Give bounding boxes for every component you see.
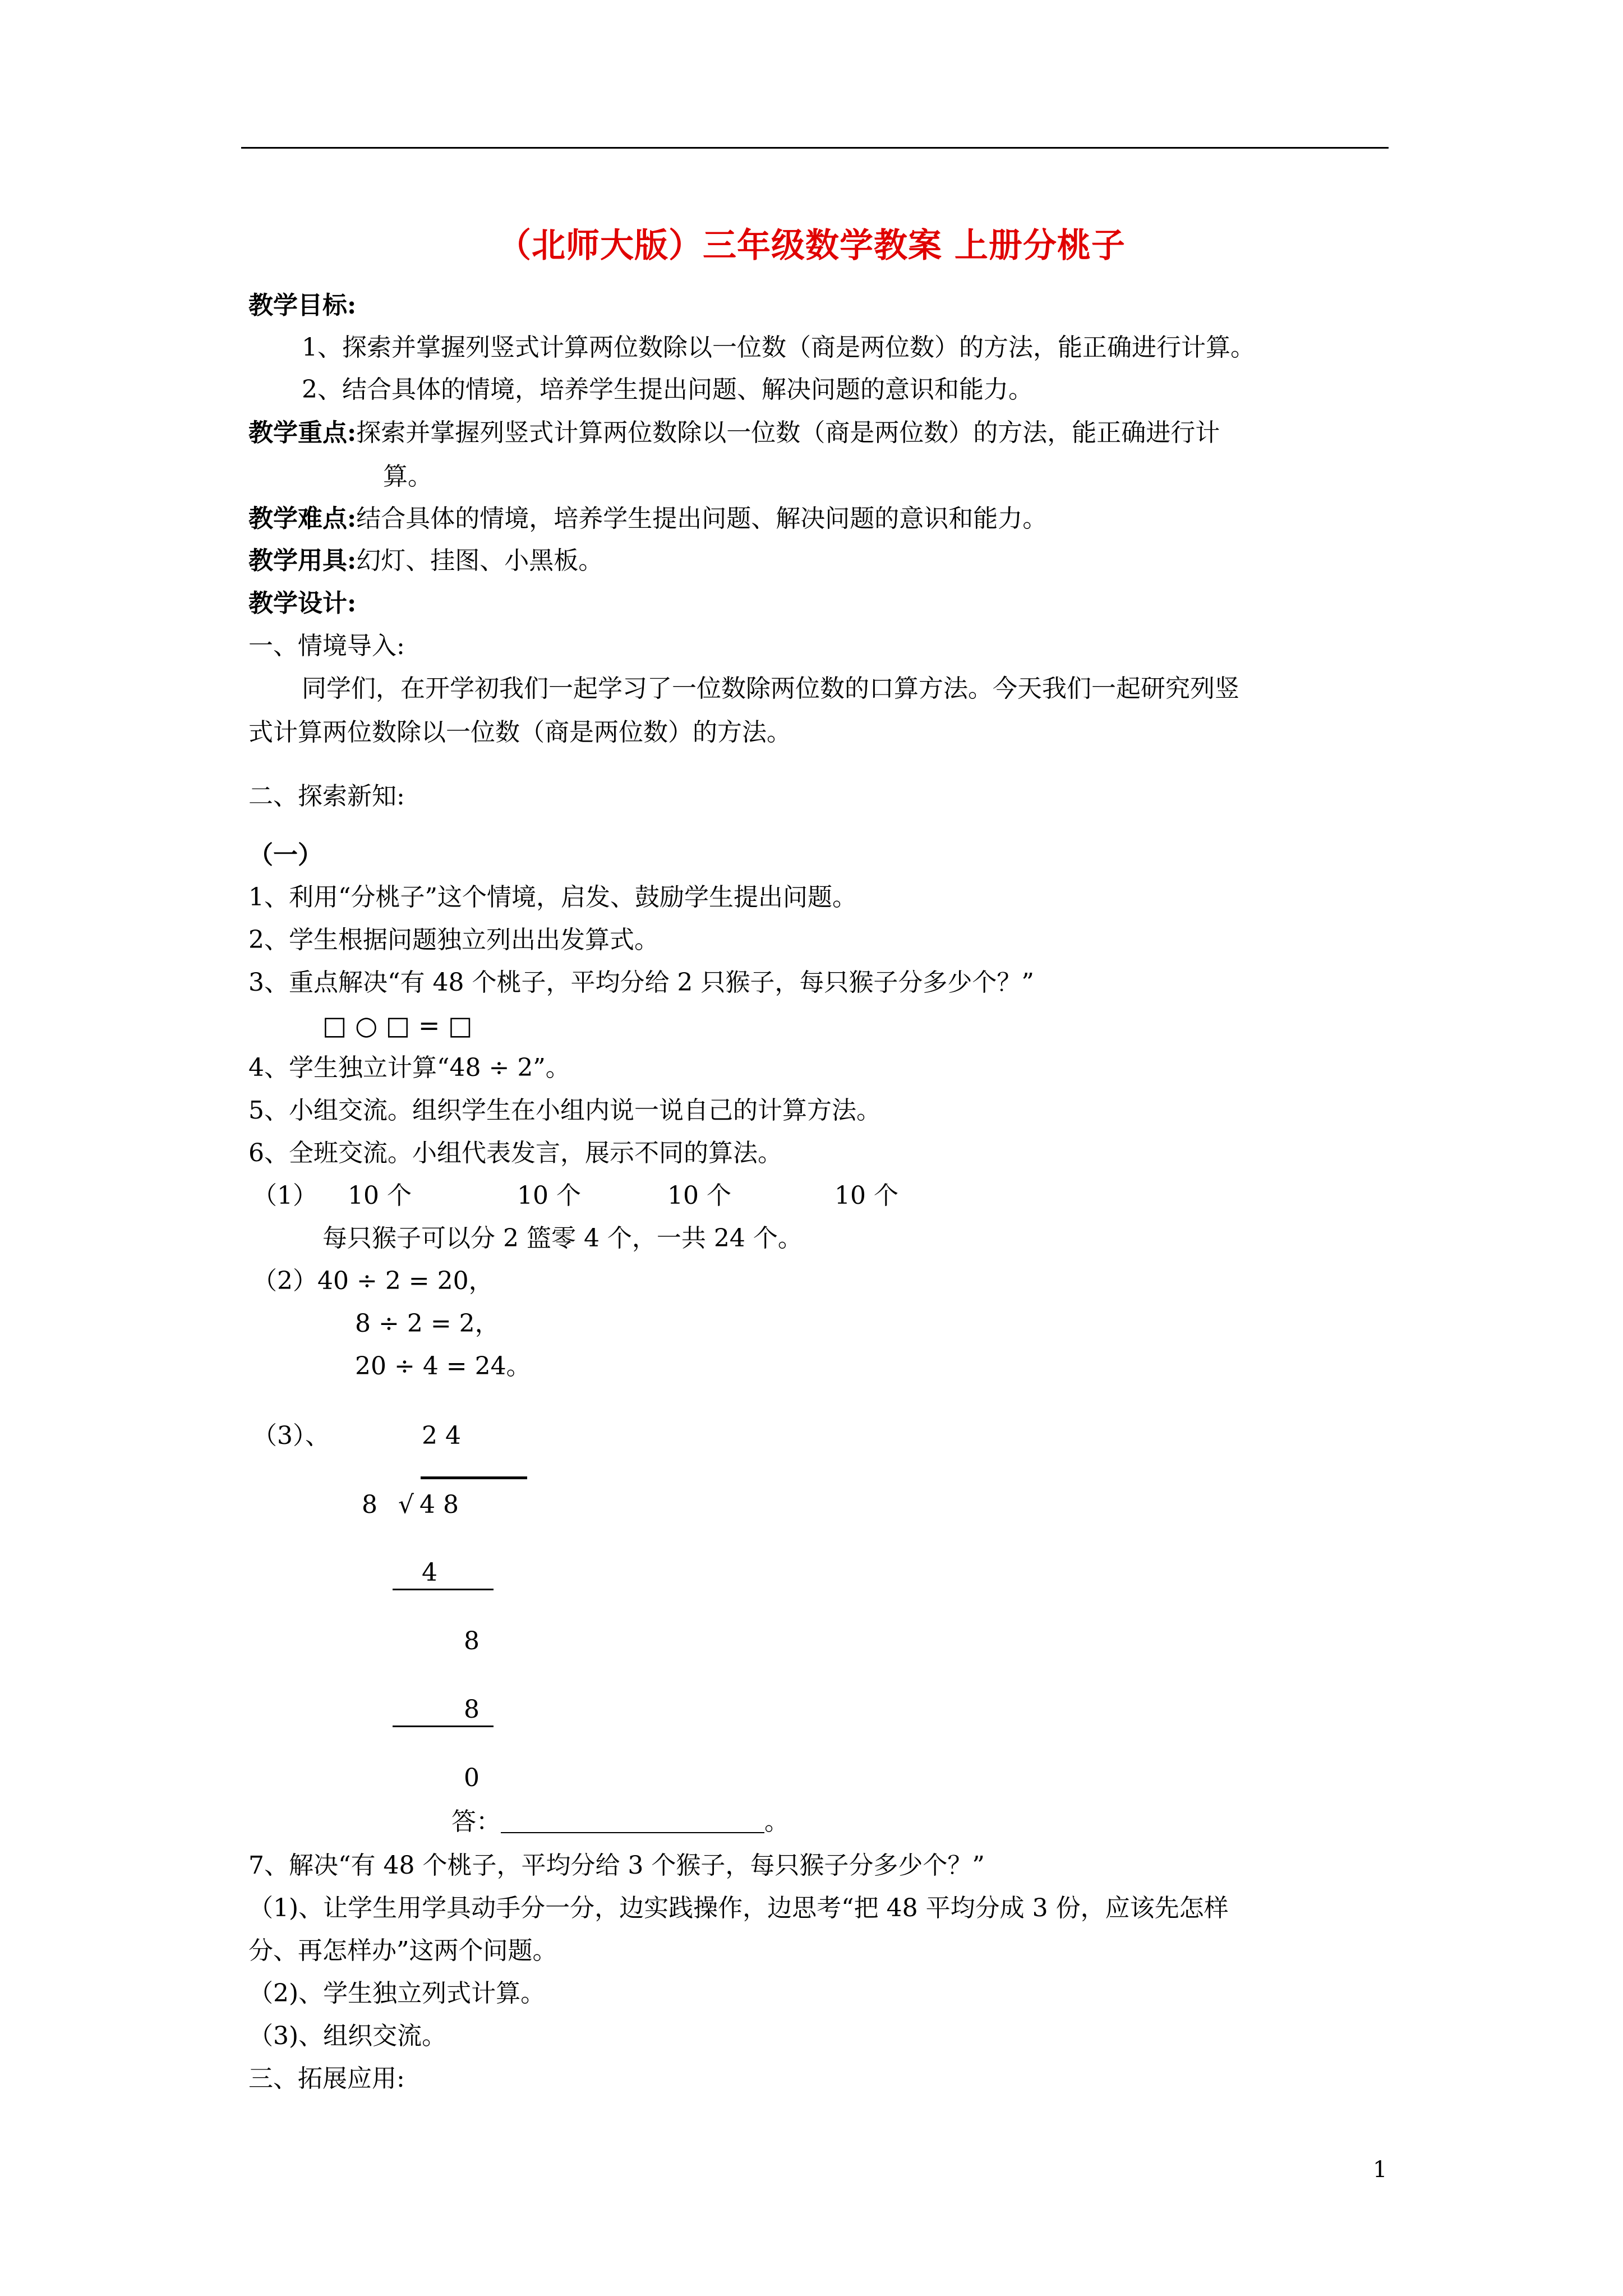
- long-division-bar: [421, 1476, 527, 1479]
- long-division-subtract-2: 8: [464, 1695, 479, 1724]
- step-5: 5、小组交流。组织学生在小组内说一说自己的计算方法。: [248, 1096, 881, 1125]
- design-label: 教学设计:: [248, 589, 357, 618]
- long-division-dividend: 4 8: [419, 1490, 459, 1519]
- long-division-subtract-1: 4: [422, 1558, 437, 1587]
- document-title: （北师大版）三年级数学教案 上册分桃子: [497, 226, 1126, 265]
- long-division-remainder-1: 8: [464, 1627, 479, 1655]
- step-7-sub-2: （2)、学生独立列式计算。: [248, 1979, 546, 2008]
- box-equation: □ ○ □ = □: [322, 1010, 473, 1041]
- tools-text: 幻灯、挂图、小黑板。: [356, 546, 603, 575]
- method-1-group-1: 10 个: [348, 1181, 412, 1210]
- long-division-sign: √: [398, 1490, 414, 1519]
- tools-label: 教学用具:: [248, 546, 357, 575]
- tools-line: [248, 545, 603, 577]
- step-7-sub-3: （3)、组织交流。: [248, 2022, 447, 2050]
- focus-label: 教学重点:: [248, 418, 357, 447]
- step-2: 2、学生根据问题独立列出出发算式。: [248, 926, 659, 954]
- step-7: 7、解决“有 48 个桃子，平均分给 3 个猴子，每只猴子分多少个？”: [248, 1851, 985, 1880]
- intro-paragraph-line-2: 式计算两位数除以一位数（商是两位数）的方法。: [248, 718, 791, 747]
- long-division-underline-2: [393, 1726, 494, 1727]
- method-2-line-3: 20 ÷ 4 = 24。: [355, 1352, 531, 1381]
- long-division-quotient: 2 4: [422, 1421, 461, 1450]
- focus-text: 探索并掌握列竖式计算两位数除以一位数（商是两位数）的方法，能正确进行计: [356, 418, 1220, 447]
- goal-1: 1、探索并掌握列竖式计算两位数除以一位数（商是两位数）的方法，能正确进行计算。: [302, 333, 1255, 362]
- method-2-line-1: （2）40 ÷ 2 = 20，: [252, 1267, 494, 1295]
- method-1-group-3: 10 个: [667, 1181, 731, 1210]
- intro-paragraph-line-1: 同学们，在开学初我们一起学习了一位数除两位数的口算方法。今天我们一起研究列竖: [302, 674, 1239, 703]
- section-1-heading: 一、情境导入:: [248, 632, 405, 660]
- part-1-label: （一）: [248, 841, 322, 869]
- page-number: 1: [1373, 2157, 1387, 2183]
- focus-line: [248, 417, 1220, 449]
- step-7-sub-1-line-1: （1)、让学生用学具动手分一分，边实践操作，边思考“把 48 平均分成 3 份，应该先怎样: [248, 1894, 1229, 1922]
- method-1-group-4: 10 个: [834, 1181, 898, 1210]
- answer-label: 答：: [451, 1807, 501, 1836]
- method-3-label: （3）、: [252, 1421, 330, 1450]
- section-3-heading: 三、拓展应用:: [248, 2064, 405, 2093]
- header-rule: [241, 147, 1389, 149]
- answer-blank: [501, 1810, 764, 1833]
- goals-label: 教学目标:: [248, 291, 357, 320]
- goal-2: 2、结合具体的情境，培养学生提出问题、解决问题的意识和能力。: [302, 375, 1033, 404]
- method-1-text: 每只猴子可以分 2 篮零 4 个，一共 24 个。: [322, 1224, 803, 1253]
- step-4: 4、学生独立计算“48 ÷ 2”。: [248, 1053, 570, 1082]
- method-1-label: （1）: [252, 1181, 317, 1210]
- long-division-remainder-2: 0: [464, 1764, 479, 1792]
- section-2-heading: 二、探索新知:: [248, 782, 405, 811]
- step-3: 3、重点解决“有 48 个桃子，平均分给 2 只猴子，每只猴子分多少个？”: [248, 968, 1034, 997]
- answer-line: [451, 1806, 789, 1838]
- long-division-divisor: 8: [362, 1490, 377, 1519]
- step-1: 1、利用“分桃子”这个情境，启发、鼓励学生提出问题。: [248, 883, 857, 912]
- focus-text-cont: 算。: [383, 462, 432, 491]
- step-6: 6、全班交流。小组代表发言，展示不同的算法。: [248, 1139, 782, 1167]
- answer-end: 。: [764, 1807, 789, 1836]
- method-2-line-2: 8 ÷ 2 = 2，: [355, 1309, 500, 1338]
- step-7-sub-1-line-2: 分、再怎样办”这两个问题。: [248, 1936, 557, 1965]
- difficulty-text: 结合具体的情境，培养学生提出问题、解决问题的意识和能力。: [356, 504, 1048, 533]
- difficulty-line: [248, 503, 1047, 535]
- long-division-underline-1: [393, 1589, 494, 1590]
- difficulty-label: 教学难点:: [248, 504, 357, 533]
- method-1-group-2: 10 个: [517, 1181, 581, 1210]
